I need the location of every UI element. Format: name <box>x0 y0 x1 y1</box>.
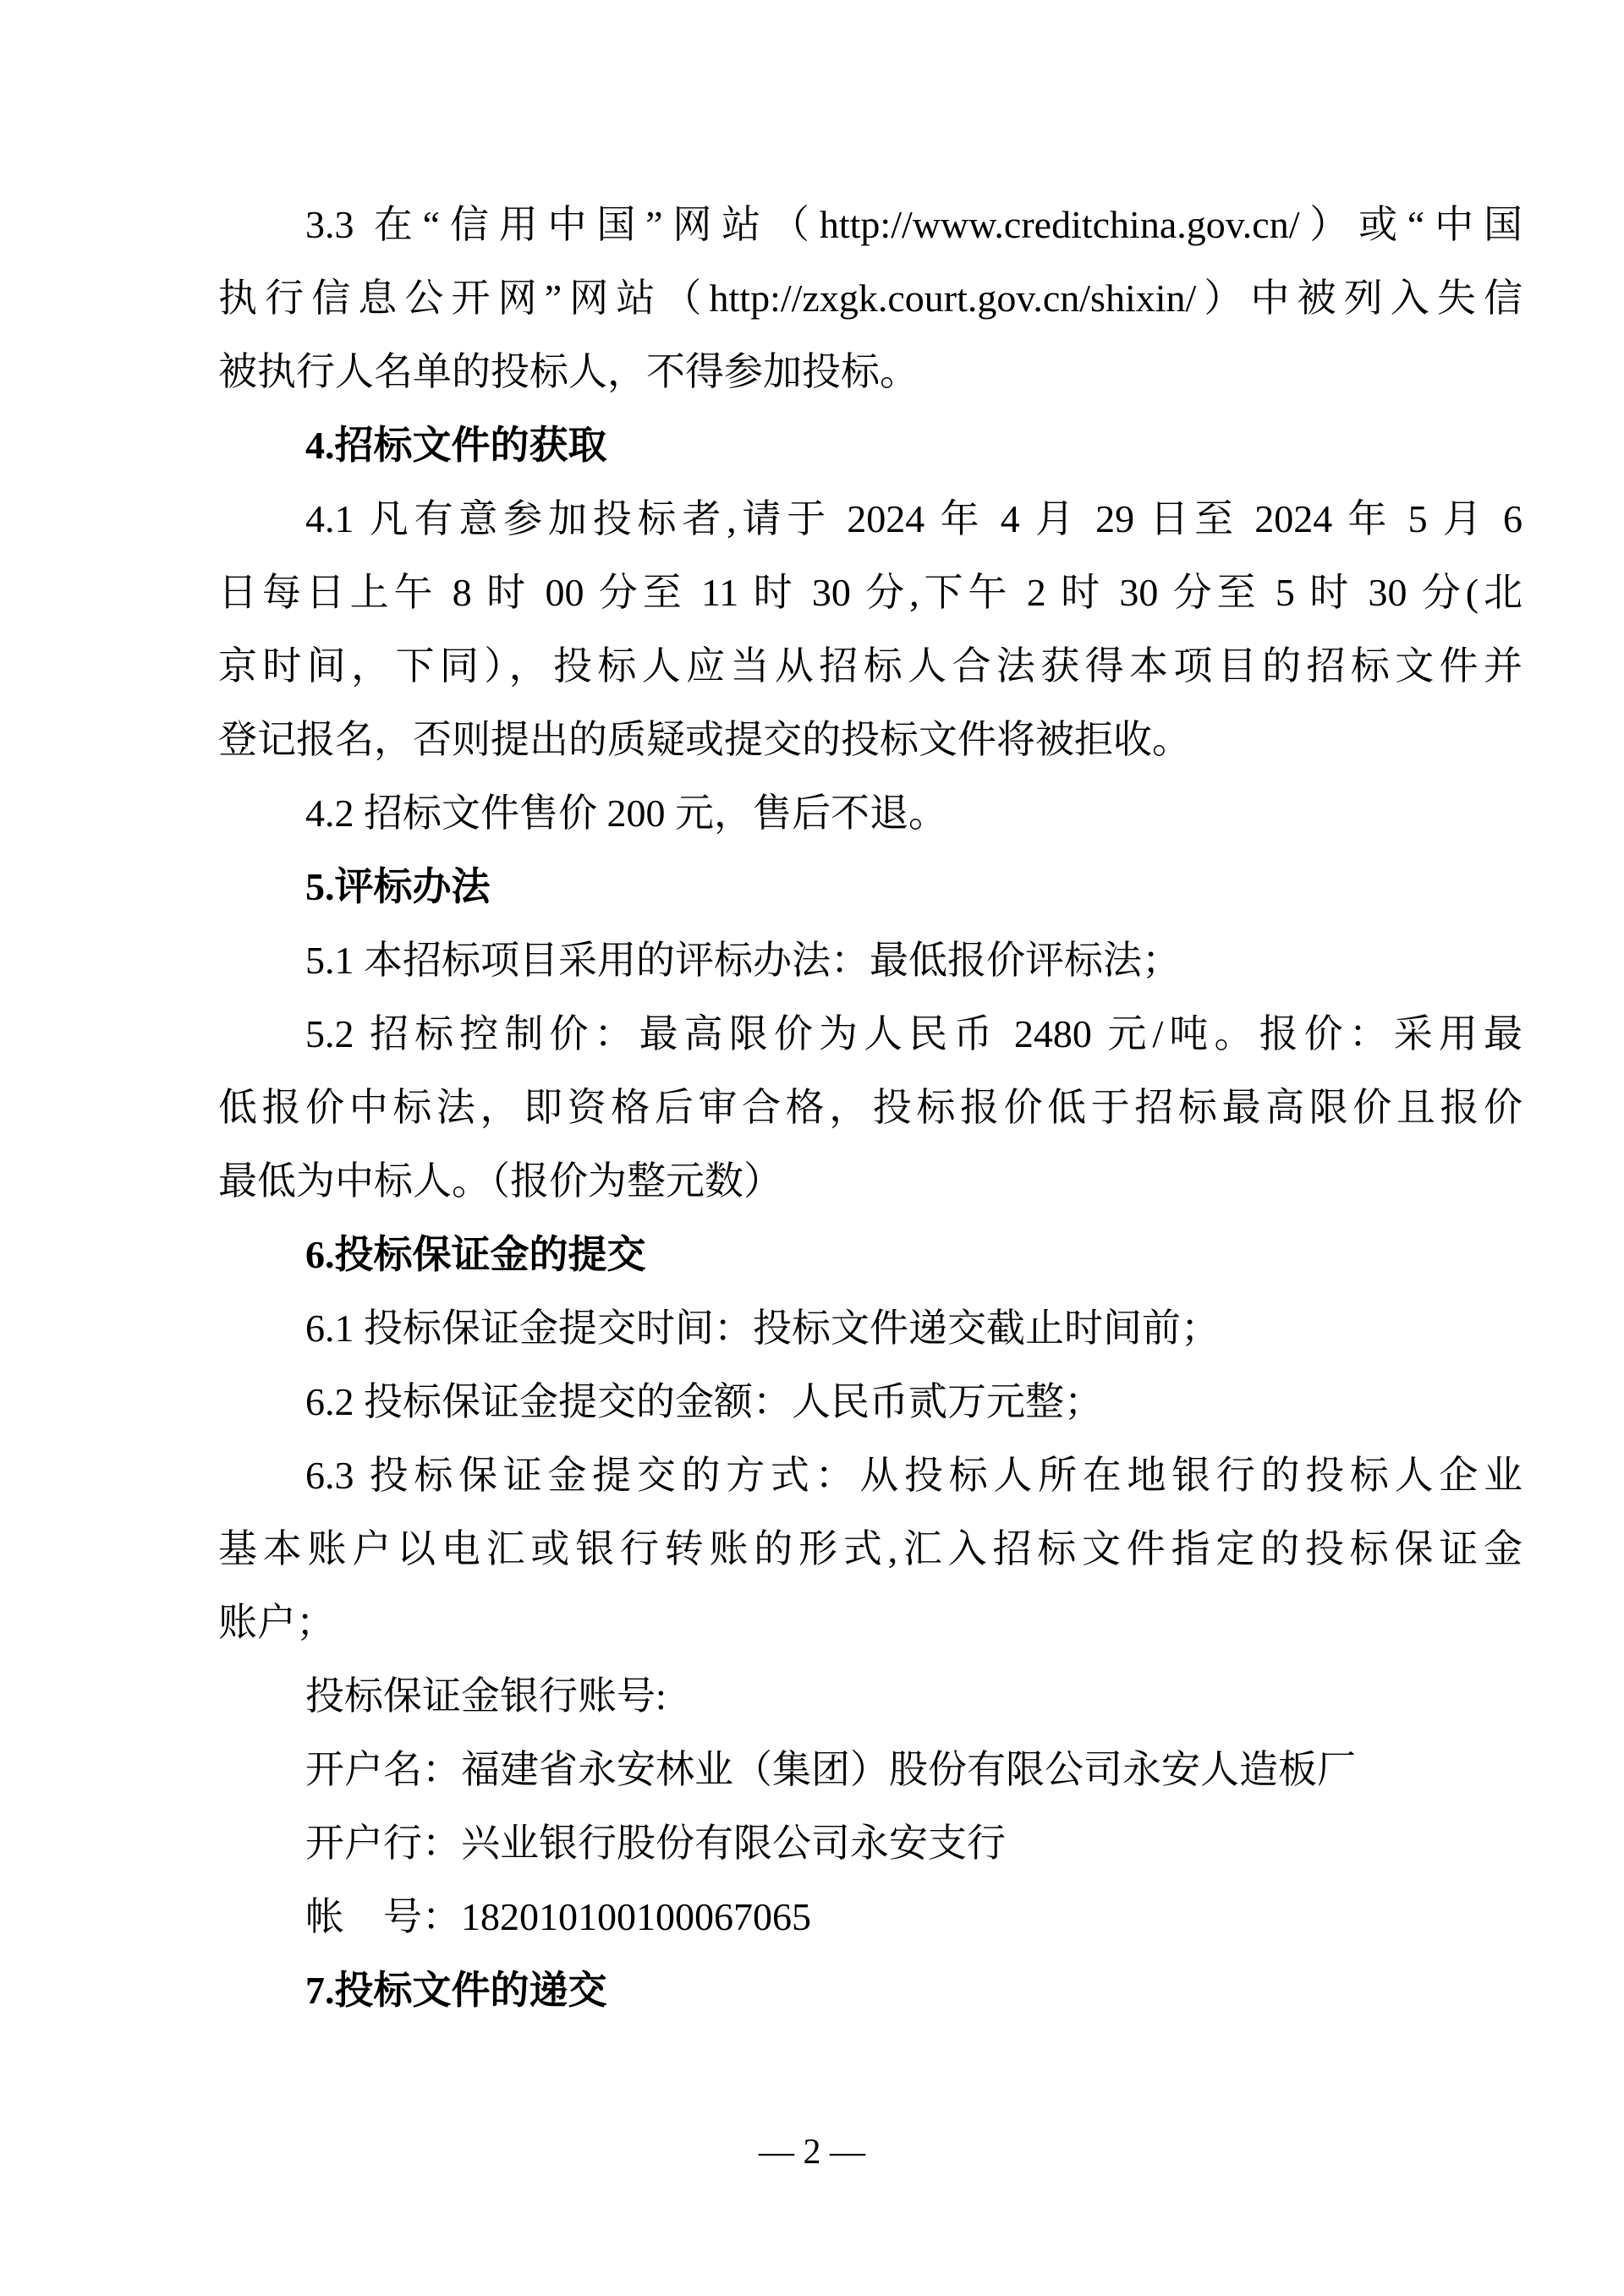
heading-6-bid-security: 6.投标保证金的提交 <box>305 1233 646 1276</box>
line-4-2: 4.2 招标文件售价 200 元，售后不退。 <box>305 792 947 835</box>
line-5-2-a: 5.2 招标控制价：最高限价为人民币 2480 元/吨。报价：采用最 <box>305 1012 1522 1055</box>
heading-7-bid-submission: 7.投标文件的递交 <box>305 1969 607 2012</box>
line-6-3-b: 基本账户以电汇或银行转账的形式,汇入招标文件指定的投标保证金 <box>218 1527 1522 1570</box>
line-5-1: 5.1 本招标项目采用的评标办法：最低报价评标法； <box>305 939 1181 982</box>
line-account-name: 开户名：福建省永安林业（集团）股份有限公司永安人造板厂 <box>305 1748 1356 1791</box>
heading-5-evaluation-method: 5.评标办法 <box>305 865 491 908</box>
line-3-3-a: 3.3 在“信用中国”网站（http://www.creditchina.gov.cn/）或“中国 <box>305 203 1522 246</box>
line-6-1: 6.1 投标保证金提交时间：投标文件递交截止时间前； <box>305 1307 1220 1350</box>
line-4-1-a: 4.1 凡有意参加投标者,请于 2024 年 4 月 29 日至 2024 年 5 月 6 <box>305 497 1522 540</box>
line-5-2-b: 低报价中标法，即资格后审合格，投标报价低于招标最高限价且报价 <box>218 1086 1522 1129</box>
page-number-label: — 2 — <box>759 2133 865 2172</box>
document-body <box>218 188 1522 2027</box>
line-3-3-b: 执行信息公开网”网站（http://zxgk.court.gov.cn/shixin/）中被列入失信 <box>218 277 1522 320</box>
line-6-2: 6.2 投标保证金提交的金额：人民币贰万元整； <box>305 1380 1103 1423</box>
line-4-1-d: 登记报名，否则提出的质疑或提交的投标文件将被拒收。 <box>218 718 1191 761</box>
page-number <box>0 2134 1624 2170</box>
line-bank-account-title: 投标保证金银行账号: <box>305 1674 667 1718</box>
line-6-3-c: 账户； <box>218 1601 335 1644</box>
heading-4-obtaining-bid-documents: 4.招标文件的获取 <box>305 424 607 467</box>
line-account-number: 帐 号：182010100100067065 <box>305 1895 811 1938</box>
line-6-3-a: 6.3 投标保证金提交的方式：从投标人所在地银行的投标人企业 <box>305 1454 1522 1497</box>
line-3-3-c: 被执行人名单的投标人，不得参加投标。 <box>218 350 919 393</box>
line-5-2-c: 最低为中标人。（报价为整元数） <box>218 1159 782 1203</box>
line-4-1-b: 日每日上午 8 时 00 分至 11 时 30 分,下午 2 时 30 分至 5 时 30 分(北 <box>218 571 1522 614</box>
line-bank-name: 开户行：兴业银行股份有限公司永安支行 <box>305 1822 1006 1865</box>
line-4-1-c: 京时间，下同），投标人应当从招标人合法获得本项目的招标文件并 <box>218 644 1522 688</box>
